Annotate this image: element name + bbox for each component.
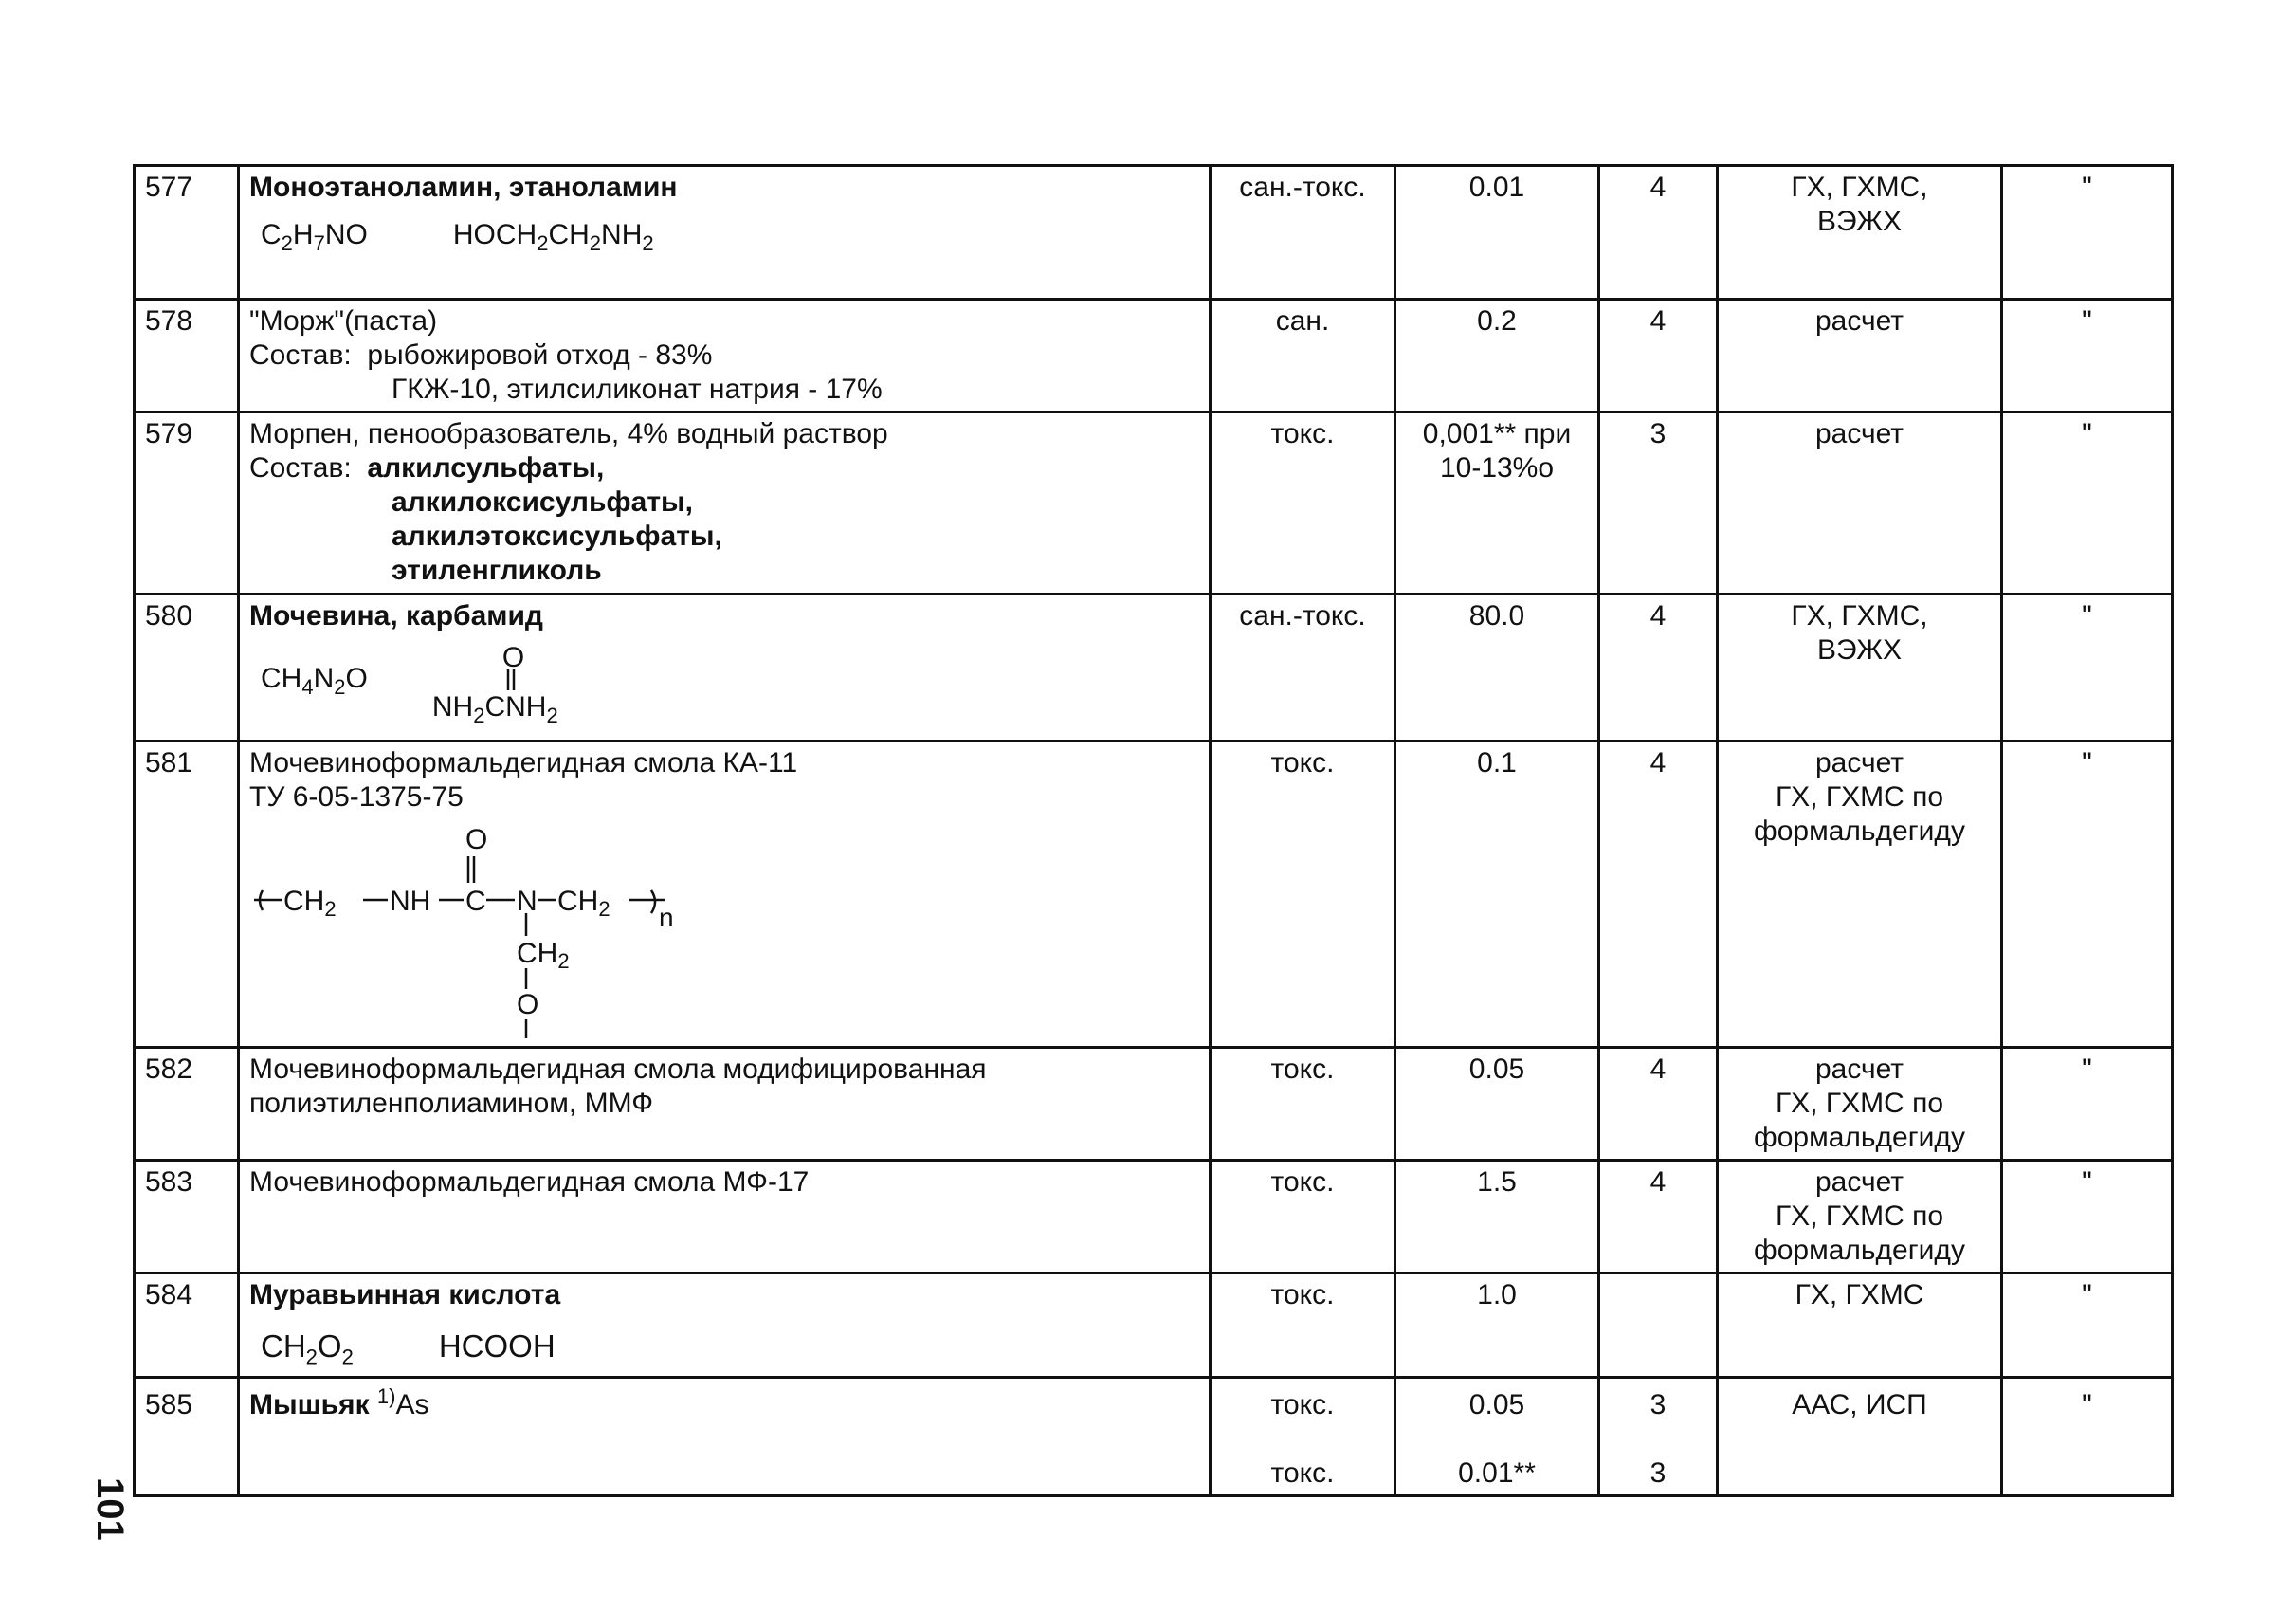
hazard-class: 4	[1599, 595, 1718, 742]
substance-cell	[239, 595, 1211, 742]
table-row	[135, 300, 2173, 412]
row-number: 581	[135, 742, 239, 1048]
substance-name: Мочевиноформальдегидная смола МФ-17	[239, 1161, 1211, 1273]
substance-name: Мочевина, карбамид	[249, 600, 543, 632]
hazard-class: 4	[1599, 1048, 1718, 1161]
note-mark: "	[2002, 742, 2173, 1048]
svg-text:N: N	[517, 886, 538, 917]
row-number: 582	[135, 1048, 239, 1161]
note-mark: "	[2002, 1161, 2173, 1273]
structural-formula: $HOCH_2CH_2NH_2$	[452, 219, 654, 255]
row-number: 577	[135, 166, 239, 300]
analysis-method: расчет	[1718, 412, 2002, 595]
table-row	[135, 412, 2173, 595]
page-number: 101	[89, 1477, 131, 1541]
limit-value: 0.1	[1395, 742, 1599, 1048]
row-number: 580	[135, 595, 239, 742]
hazard-class: 4	[1599, 166, 1718, 300]
substance-cell	[239, 1378, 1211, 1496]
substance-cell	[239, 742, 1211, 1048]
limit-value: 80.0	[1395, 595, 1599, 742]
hazard-class: 4	[1599, 742, 1718, 1048]
analysis-method: расчет ГХ, ГХМС по формальдегиду	[1718, 1161, 2002, 1273]
carbonyl-oxygen: O	[501, 642, 525, 673]
composition-line: алкилэтоксисульфаты,	[392, 521, 722, 552]
chemical-formula	[261, 1328, 1199, 1369]
svg-text:CH2: $CH_2$	[517, 938, 570, 973]
svg-text:CH2: $CH_2$	[557, 886, 610, 921]
carbonyl-oxygen: O	[465, 824, 488, 855]
table-row	[135, 1378, 2173, 1496]
hazard-class: 4	[1599, 300, 1718, 412]
analysis-method: расчет ГХ, ГХМС по формальдегиду	[1718, 1048, 2002, 1161]
note-mark: "	[2002, 1378, 2173, 1496]
table-row	[135, 1048, 2173, 1161]
analysis-method: расчет ГХ, ГХМС по формальдегиду	[1718, 742, 2002, 1048]
substance-cell	[239, 166, 1211, 300]
substance-name: Мышьяк	[249, 1389, 370, 1420]
urea-backbone: $NH_2CNH_2$	[431, 691, 558, 727]
structural-formula: HCOOH	[438, 1328, 556, 1364]
analysis-method: ГХ, ГХМС, ВЭЖХ	[1718, 166, 2002, 300]
hazard-class	[1599, 1273, 1718, 1378]
svg-text:O: O	[517, 989, 539, 1020]
element-symbol: As	[395, 1389, 429, 1420]
table-row	[135, 1273, 2173, 1378]
row-number: 578	[135, 300, 239, 412]
hazard-indicator: токс.	[1211, 742, 1395, 1048]
note-mark: "	[2002, 300, 2173, 412]
polymer-structure	[249, 818, 685, 1041]
limit-value: 1.0	[1395, 1273, 1599, 1378]
composition-line: ГКЖ-10, этилсиликонат натрия - 17%	[392, 374, 883, 405]
svg-text:C: C	[465, 886, 486, 917]
hazard-indicator: сан.	[1211, 300, 1395, 412]
analysis-method: ГХ, ГХМС	[1718, 1273, 2002, 1378]
hazard-indicator: токс.	[1211, 1048, 1395, 1161]
note-mark: "	[2002, 412, 2173, 595]
substance-name: Муравьинная кислота	[249, 1279, 561, 1310]
substance-name: Мочевиноформальдегидная смола КА-11	[249, 747, 798, 779]
hazard-indicator: сан.-токс.	[1211, 166, 1395, 300]
row-number: 584	[135, 1273, 239, 1378]
substance-cell	[239, 1273, 1211, 1378]
hazard-class: 3	[1599, 412, 1718, 595]
row-number: 583	[135, 1161, 239, 1273]
substance-cell	[239, 1048, 1211, 1161]
gross-formula: $C_2H_7NO$	[261, 219, 368, 255]
substance-name: Моноэтаноламин, этаноламин	[249, 172, 678, 203]
svg-text:NH: NH	[390, 886, 431, 917]
composition-line: алкилоксисульфаты,	[392, 486, 693, 518]
note-mark: "	[2002, 166, 2173, 300]
substance-name: "Морж"(паста)	[249, 305, 438, 337]
table-row	[135, 1161, 2173, 1273]
note-mark: "	[2002, 1048, 2173, 1161]
limit-value: 0,001** при 10-13%о	[1395, 412, 1599, 595]
substance-name: Морпен, пенообразователь, 4% водный раствор	[249, 418, 888, 449]
analysis-method: ААС, ИСП	[1718, 1378, 2002, 1496]
limit-value: 0.01	[1395, 166, 1599, 300]
composition-line: Состав: алкилсульфаты,	[249, 452, 605, 484]
table-row	[135, 595, 2173, 742]
hazard-indicator: токс.	[1211, 1161, 1395, 1273]
row-number: 579	[135, 412, 239, 595]
substance-name: Мочевиноформальдегидная смола модифицированная	[249, 1053, 987, 1085]
table-row	[135, 166, 2173, 300]
table-row	[135, 742, 2173, 1048]
limit-value: 0.05 0.01**	[1395, 1378, 1599, 1496]
double-bond-line	[501, 669, 520, 692]
hazard-indicator: токс. токс.	[1211, 1378, 1395, 1496]
specification: ТУ 6-05-1375-75	[249, 781, 464, 813]
chemical-formula	[261, 218, 1199, 255]
gross-formula: $CH_2O_2$	[261, 1328, 354, 1369]
substance-table	[133, 164, 2174, 1497]
hazard-indicator: токс.	[1211, 1273, 1395, 1378]
svg-text:n: n	[659, 903, 674, 932]
note-mark: "	[2002, 595, 2173, 742]
composition-line: этиленгликоль	[392, 555, 602, 586]
composition-line: Состав: рыбожировой отход - 83%	[249, 339, 713, 371]
note-mark: "	[2002, 1273, 2173, 1378]
limit-value: 0.2	[1395, 300, 1599, 412]
footnote-mark: 1)	[376, 1384, 396, 1408]
analysis-method: расчет	[1718, 300, 2002, 412]
hazard-indicator: сан.-токс.	[1211, 595, 1395, 742]
urea-structure	[432, 641, 641, 726]
chemical-formula	[261, 641, 1199, 726]
hazard-indicator: токс.	[1211, 412, 1395, 595]
row-number: 585	[135, 1378, 239, 1496]
analysis-method: ГХ, ГХМС, ВЭЖХ	[1718, 595, 2002, 742]
svg-text:CH2: $CH_2$	[283, 886, 337, 921]
limit-value: 0.05	[1395, 1048, 1599, 1161]
gross-formula: $CH_4N_2O$	[261, 663, 368, 699]
hazard-class: 3 3	[1599, 1378, 1718, 1496]
substance-cell	[239, 300, 1211, 412]
hazard-class: 4	[1599, 1161, 1718, 1273]
limit-value: 1.5	[1395, 1161, 1599, 1273]
substance-cell	[239, 412, 1211, 595]
substance-name-cont: полиэтиленполиамином, ММФ	[249, 1088, 654, 1119]
